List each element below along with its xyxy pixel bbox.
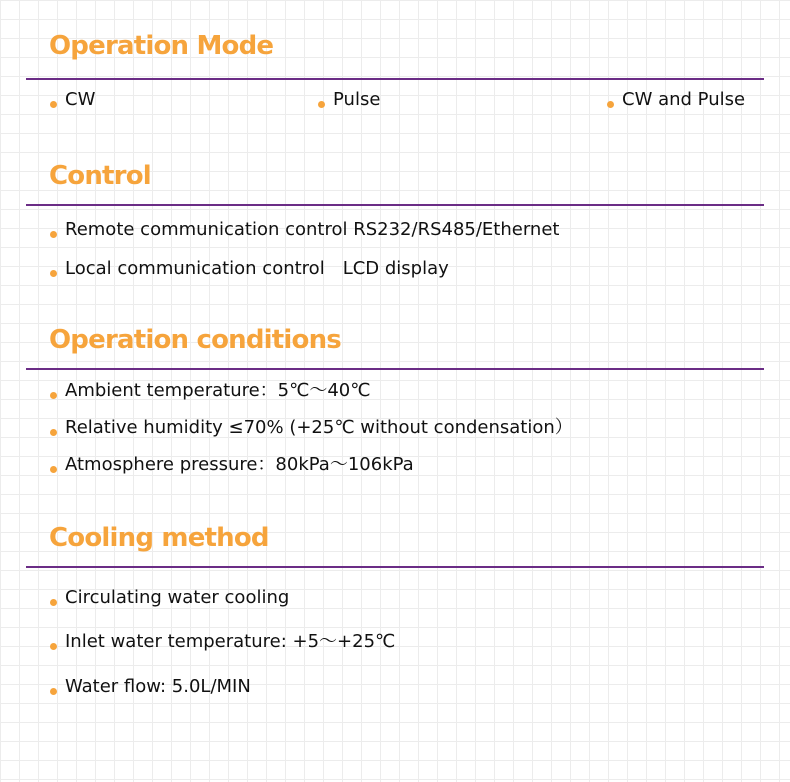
control-item-label: Remote communication control RS232/RS485/Ethernet <box>65 219 560 240</box>
bullet-icon <box>50 599 57 606</box>
bullet-icon <box>50 101 57 108</box>
cooling-item-label: Water flow: 5.0L/MIN <box>65 676 251 697</box>
operation-mode-item-cw-and-pulse <box>607 88 745 112</box>
operation-mode-item-label: CW and Pulse <box>622 89 746 110</box>
bullet-icon <box>50 466 57 473</box>
bullet-icon <box>318 101 325 108</box>
cooling-method-divider <box>26 566 764 568</box>
cooling-item-label: Circulating water cooling <box>65 587 290 608</box>
bullet-icon <box>50 688 57 695</box>
bullet-icon <box>50 429 57 436</box>
control-divider <box>26 204 764 206</box>
operation-mode-heading: Operation Mode <box>49 31 274 61</box>
bullet-icon <box>607 101 614 108</box>
bullet-icon <box>50 270 57 277</box>
operation-conditions-divider <box>26 368 764 370</box>
bullet-icon <box>50 643 57 650</box>
condition-item-atmosphere-pressure <box>50 453 414 477</box>
bullet-icon <box>50 392 57 399</box>
control-item-local <box>50 257 449 281</box>
control-item-remote <box>50 218 559 242</box>
cooling-method-heading: Cooling method <box>49 523 269 553</box>
cooling-item-inlet-temperature <box>50 630 395 654</box>
operation-mode-item-label: CW <box>65 89 96 110</box>
condition-item-relative-humidity <box>50 416 573 440</box>
cooling-item-water-flow <box>50 675 251 699</box>
condition-item-label: Ambient temperature：5℃～40℃ <box>65 380 371 401</box>
cooling-item-label: Inlet water temperature: +5～+25℃ <box>65 631 396 652</box>
condition-item-label: Atmosphere pressure：80kPa～106kPa <box>65 454 414 475</box>
control-heading: Control <box>49 161 151 191</box>
operation-mode-divider <box>26 78 764 80</box>
control-item-lcd-label: LCD display <box>342 258 449 279</box>
condition-item-label: Relative humidity ≤70% (+25℃ without condensation） <box>65 417 573 438</box>
operation-mode-item-cw <box>50 88 95 112</box>
operation-conditions-heading: Operation conditions <box>49 325 341 355</box>
bullet-icon <box>50 231 57 238</box>
condition-item-ambient-temperature <box>50 379 370 403</box>
operation-mode-item-pulse <box>318 88 380 112</box>
control-item-label: Local communication control <box>65 258 325 279</box>
cooling-item-circulating <box>50 586 289 610</box>
operation-mode-item-label: Pulse <box>333 89 381 110</box>
